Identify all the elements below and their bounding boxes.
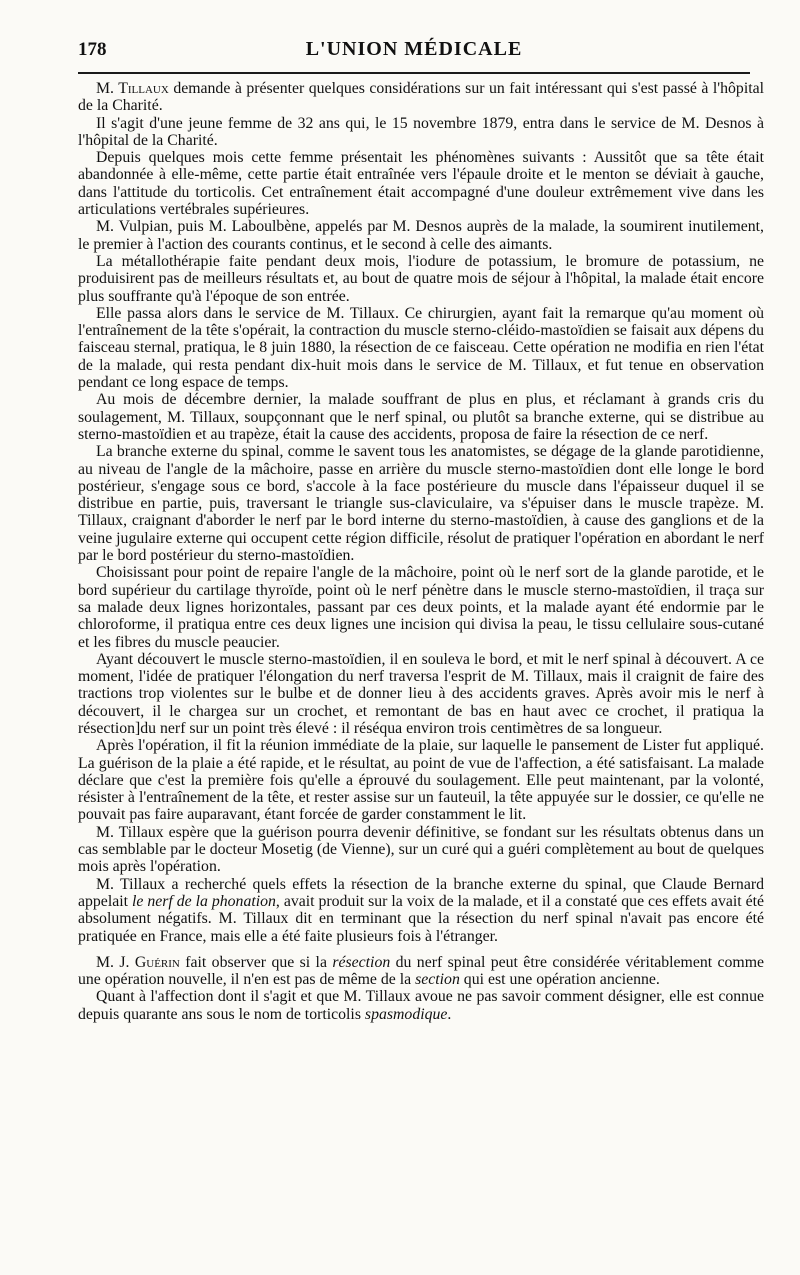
article-body xyxy=(78,80,764,1023)
paragraph-text: . xyxy=(447,1005,452,1023)
paragraph xyxy=(78,988,764,1023)
paragraph-text: du nerf spinal peut être considérée véritablement comme une opération nouvelle, il n'en est pas de même de la xyxy=(78,953,764,989)
paragraph-text: demande à présenter quelques considérations sur un fait intéressant qui s'est passé à l'hôpital de la Charité. xyxy=(78,80,764,115)
speaker-name: M. Tillaux xyxy=(96,80,169,97)
page-header xyxy=(78,38,750,74)
paragraph: La branche externe du spinal, comme le savent tous les anatomistes, se dégage de la glande parotidienne, au niveau de l'angle de la mâchoire, passe en arrière du muscle sterno-mastoïdien dont elle longe le bord postérieur, s'engage sous ce bord, s'accole à la face postérieure du muscle dans l'épaisseur duquel il se distribue en partie, puis, traversant le triangle sus-claviculaire, va s'épuiser dans le muscle trapèze. M. Tillaux, craignant d'aborder le nerf par le bord interne du sterno-mastoïdien, à cause des ganglions et de la veine jugulaire externe qui occupent cette région difficile, résolut de pratiquer l'opération en abordant le nerf par le bord postérieur du sterno-mastoïdien. xyxy=(78,443,764,565)
paragraph: Elle passa alors dans le service de M. Tillaux. Ce chirurgien, ayant fait la remarque qu'au moment où l'entraînement de la tête s'opérait, la contraction du muscle sterno-cléido-mastoïdien se faisait aux dépens du faisceau sternal, pratiqua, le 8 juin 1880, la résection de ce faisceau. Cette opération ne modifia en rien l'état de la malade, qui resta pendant dix-huit mois dans le service de M. Tillaux, et fut tenue en observation pendant ce long espace de temps. xyxy=(78,304,764,392)
paragraph: Il s'agit d'une jeune femme de 32 ans qui, le 15 novembre 1879, entra dans le service de M. Desnos à l'hôpital de la Charité. xyxy=(78,114,764,149)
paragraph-text: qui est une opération ancienne. xyxy=(459,971,660,989)
running-title: L'UNION MÉDICALE xyxy=(305,38,523,60)
paragraph-text: Quant à l'affection dont il s'agit et que M. Tillaux avoue ne pas savoir comment désigner, elle est connue depuis quarante ans sous le nom de torticolis xyxy=(78,988,764,1023)
paragraph-text: fait observer que si la xyxy=(179,953,333,971)
paragraph: M. Tillaux espère que la guérison pourra devenir définitive, se fondant sur les résultats obtenus dans un cas semblable par le docteur Mosetig (de Vienne), sur un curé qui a guéri complètement au bout de quelques mois après l'opération. xyxy=(78,823,764,876)
paragraph: Au mois de décembre dernier, la malade souffrant de plus en plus, et réclamant à grands cris du soulagement, M. Tillaux, soupçonnant que le nerf spinal, ou plutôt sa branche externe, qui se distribue au sterno-mastoïdien et au trapèze, était la cause des accidents, proposa de faire la résection de ce nerf. xyxy=(78,391,764,443)
paragraph: Choisissant pour point de repaire l'angle de la mâchoire, point où le nerf sort de la glande parotide, et le bord supérieur du cartilage thyroïde, point où le nerf pénètre dans le muscle sterno-mastoïdien, il traça sur sa malade deux lignes horizontales, passant par ces deux points, et la malade ayant été endormie par le chloroforme, il pratiqua entre ces deux lignes une incision qui divisa la peau, le tissu cellulaire sous-cutané et les fibres du muscle peaucier. xyxy=(78,564,764,651)
page-number: 178 xyxy=(78,39,107,60)
paragraph-text: , avait produit sur la voix de la malade, et il a constaté que ces effets avait été absolument négatifs. M. Tillaux dit en terminant que la résection du nerf spinal n'avait pas encore été pratiquée en France, mais elle a été faite plusieurs fois à l'étranger. xyxy=(78,892,764,945)
paragraph xyxy=(78,876,764,945)
paragraph: Après l'opération, il fit la réunion immédiate de la plaie, sur laquelle le pansement de Lister fut appliqué. La guérison de la plaie a été rapide, et le résultat, au point de vue de l'affection, a été satisfaisant. La malade déclare que c'est la première fois qu'elle a éprouvé du soulagement. Elle peut maintenant, par la volonté, résister à l'entraînement de la tête, et rester assise sur un fauteuil, la tête appuyée sur le dossier, ce qu'elle ne pouvait pas faire auparavant, étant forcée de garder constamment le lit. xyxy=(78,737,764,824)
speaker-name: M. J. Guérin xyxy=(96,953,180,971)
paragraph: Ayant découvert le muscle sterno-mastoïdien, il en souleva le bord, et mit le nerf spinal à découvert. A ce moment, l'idée de pratiquer l'élongation du nerf traversa l'esprit de M. Tillaux, mais il craignit de faire des tractions trop violentes sur le bulbe et de donner lieu à des accidents graves. Après avoir mis le nerf à découvert, il le chargea sur un crochet, et remontant de bas en haut avec ce crochet, il pratiqua la résection]du nerf sur un point très élevé : il réséqua environ trois centimètres de sa longueur. xyxy=(78,650,764,737)
paragraph-intro xyxy=(78,80,764,115)
italic-phrase: le nerf de la phonation xyxy=(131,892,276,910)
italic-word: résection xyxy=(332,953,391,971)
paragraph: La métallothérapie faite pendant deux mois, l'iodure de potassium, le bromure de potassium, ne produisirent pas de meilleurs résultats et, au bout de quatre mois de séjour à l'hôpital, la malade était encore plus souffrante qu'à l'époque de son entrée. xyxy=(78,252,764,305)
italic-word: section xyxy=(415,971,460,989)
paragraph: M. Vulpian, puis M. Laboulbène, appelés par M. Desnos auprès de la malade, la soumirent inutilement, le premier à l'action des courants continus, et le second à celle des aimants. xyxy=(78,218,764,253)
paragraph: Depuis quelques mois cette femme présentait les phénomènes suivants : Aussitôt que sa tête était abandonnée à elle-même, cette partie était entraînée vers l'épaule droite et le menton se déviait à gauche, dans l'attitude du torticolis. Cet entraînement était accompagné d'une douleur extrêmement vive dans les articulations vertébrales supérieures. xyxy=(78,149,764,219)
paragraph-guerin xyxy=(78,954,764,989)
italic-word: spasmodique xyxy=(364,1005,448,1023)
paragraph-text: M. Tillaux a recherché quels effets la résection de la branche externe du spinal, que Claude Bernard appelait xyxy=(78,875,764,910)
